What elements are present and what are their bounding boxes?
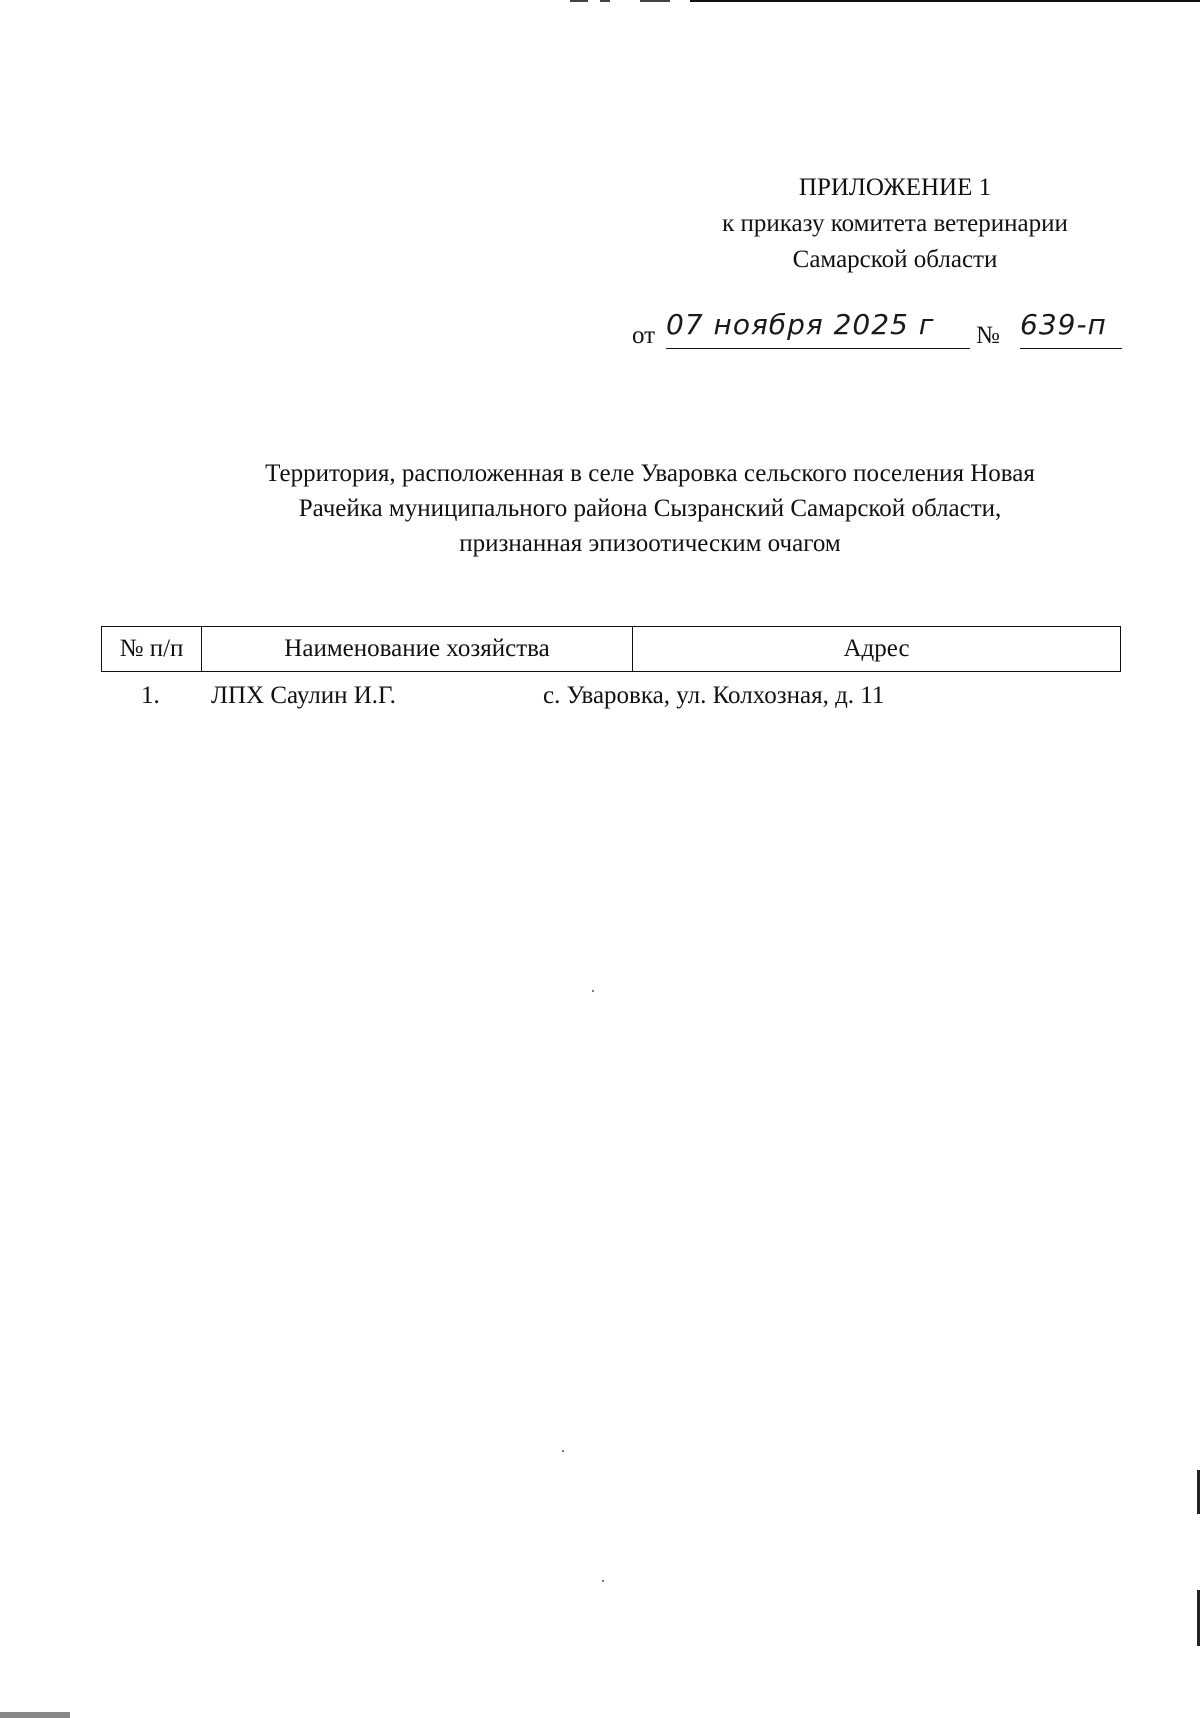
scan-edge-line	[690, 0, 1200, 2]
order-number-handwritten: 639-п	[1020, 308, 1122, 349]
scan-speck	[602, 1580, 604, 1582]
table-header	[101, 626, 1121, 672]
scan-edge-dash	[640, 0, 670, 2]
scan-speck	[592, 990, 594, 992]
column-header-address: Адрес	[843, 635, 910, 662]
title-line: Рачейка муниципального района Сызранский Самарской области,	[298, 495, 1002, 522]
scan-edge-mark	[0, 1712, 70, 1718]
title-line: признанная эпизоотическим очагом	[459, 530, 841, 557]
title-line: Территория, расположенная в селе Уваровка сельского поселения Новая	[265, 460, 1035, 487]
table-row	[101, 682, 1121, 722]
order-prefix: от	[632, 322, 656, 349]
row-farm-name: ЛПХ Саулин И.Г.	[211, 682, 396, 709]
document-title	[160, 456, 1140, 561]
order-date-handwritten: 07 ноября 2025 г	[666, 308, 970, 349]
row-number: 1.	[141, 682, 160, 709]
order-number-label: №	[976, 322, 1000, 349]
appendix-title: ПРИЛОЖЕНИЕ 1	[798, 174, 992, 201]
scan-speck	[562, 1450, 564, 1452]
scan-edge-dash	[600, 0, 610, 2]
appendix-line: к приказу комитета ветеринарии	[722, 210, 1068, 237]
row-address: с. Уваровка, ул. Колхозная, д. 11	[543, 682, 885, 709]
scan-edge-dash	[570, 0, 588, 2]
column-header-number: № п/п	[102, 627, 202, 671]
column-header-name: Наименование хозяйства	[202, 627, 633, 671]
appendix-line: Самарской области	[792, 246, 998, 273]
appendix-header	[680, 170, 1110, 278]
